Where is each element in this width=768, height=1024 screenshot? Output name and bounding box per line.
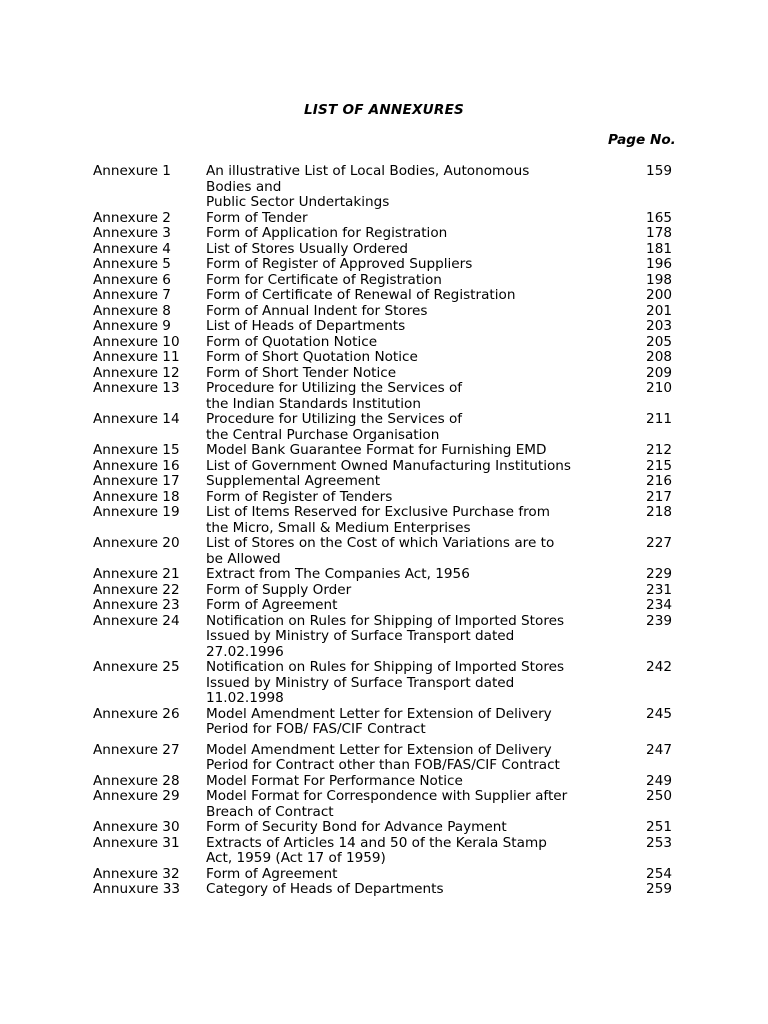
annexure-page-number: 229 [646, 566, 672, 582]
annexure-label: Annexure 27 [93, 741, 180, 758]
annexure-row [93, 304, 693, 320]
annexure-row [93, 366, 693, 382]
annexure-label: Annexure 6 [93, 271, 171, 288]
annexure-row [93, 288, 693, 304]
annexure-title: Procedure for Utilizing the Services of the Central Purchase Organisation [206, 411, 463, 443]
annexure-label: Annexure 28 [93, 772, 180, 789]
annexure-label: Annexure 9 [93, 318, 171, 334]
annexure-label: Annexure 26 [93, 705, 180, 722]
annexure-row [93, 226, 693, 242]
annexure-title: List of Stores Usually Ordered [206, 240, 409, 257]
annexure-title: Notification on Rules for Shipping of Imported Stores Issued by Ministry of Surface Transport dated 27.02.1996 [206, 612, 565, 660]
annexure-title: Form of Short Quotation Notice [206, 349, 418, 365]
annexure-label: Annexure 1 [93, 163, 171, 179]
annexure-label: Annexure 2 [93, 209, 171, 226]
annexure-title: List of Heads of Departments [206, 318, 406, 334]
annexure-row [93, 211, 693, 227]
annexure-page-number: 249 [646, 772, 672, 789]
annexure-page-number: 165 [646, 209, 672, 226]
annexure-row [93, 335, 693, 351]
annexure-page-number: 239 [646, 612, 672, 629]
annexure-row [93, 598, 693, 614]
annexure-title: Model Amendment Letter for Extension of Delivery Period for Contract other than FOB/FAS/CIF Contract [206, 741, 560, 773]
annexure-page-number: 209 [646, 364, 672, 381]
annexure-label: Annexure 30 [93, 819, 180, 835]
annexure-label: Annexure 17 [93, 473, 180, 489]
annexure-page-number: 205 [646, 333, 672, 350]
annexure-page-number: 181 [646, 240, 672, 257]
annexure-title: Form of Certificate of Renewal of Registration [206, 287, 516, 303]
annexure-row [93, 774, 693, 790]
annexure-list [93, 164, 693, 898]
annexure-row [93, 273, 693, 289]
annexure-label: Annexure 3 [93, 225, 171, 241]
annexure-label: Annexure 25 [93, 659, 180, 675]
annexure-page-number: 208 [646, 349, 672, 365]
annexure-label: Annuxure 33 [93, 881, 181, 897]
annexure-row [93, 536, 693, 567]
annexure-title: Model Amendment Letter for Extension of Delivery Period for FOB/ FAS/CIF Contract [206, 705, 552, 737]
annexure-title: Form of Tender [206, 209, 308, 226]
annexure-page-number: 231 [646, 581, 672, 598]
annexure-label: Annexure 7 [93, 287, 171, 303]
annexure-label: Annexure 8 [93, 302, 171, 319]
annexure-page-number: 210 [646, 380, 672, 396]
annexure-page-number: 203 [646, 318, 672, 334]
annexure-title: An illustrative List of Local Bodies, Autonomous Bodies and Public Sector Undertakings [206, 163, 530, 210]
annexure-page-number: 217 [646, 488, 672, 505]
annexure-label: Annexure 15 [93, 442, 180, 458]
annexure-row [93, 789, 693, 820]
annexure-label: Annexure 21 [93, 566, 180, 582]
annexure-page-number: 251 [646, 819, 672, 835]
annexure-page-number: 178 [646, 225, 672, 241]
annexure-page-number: 227 [646, 535, 672, 551]
annexure-page-number: 250 [646, 788, 672, 804]
annexure-row [93, 836, 693, 867]
annexure-row [93, 412, 693, 443]
annexure-label: Annexure 29 [93, 788, 180, 804]
annexure-title: Model Format for Correspondence with Supplier after Breach of Contract [206, 788, 568, 820]
annexure-title: List of Items Reserved for Exclusive Purchase from the Micro, Small & Medium Enterprises [206, 504, 550, 536]
annexure-label: Annexure 22 [93, 581, 180, 598]
annexure-row [93, 583, 693, 599]
annexure-title: Model Format For Performance Notice [206, 772, 463, 789]
annexure-label: Annexure 32 [93, 865, 180, 882]
annexure-title: Model Bank Guarantee Format for Furnishing EMD [206, 442, 547, 458]
annexure-label: Annexure 23 [93, 597, 180, 613]
annexure-page-number: 216 [646, 473, 672, 489]
annexure-page-number: 253 [646, 834, 672, 851]
annexure-label: Annexure 4 [93, 240, 171, 257]
annexure-row [93, 882, 693, 898]
annexure-row [93, 350, 693, 366]
annexure-label: Annexure 14 [93, 411, 180, 427]
annexure-page-number: 211 [646, 411, 672, 427]
annexure-row [93, 505, 693, 536]
annexure-label: Annexure 16 [93, 457, 180, 474]
annexure-row [93, 867, 693, 883]
annexure-title: Form of Agreement [206, 597, 338, 613]
annexure-label: Annexure 31 [93, 834, 180, 851]
annexure-page-number: 201 [646, 302, 672, 319]
page-number-column-header: Page No. [608, 132, 676, 148]
annexure-title: Supplemental Agreement [206, 473, 381, 489]
annexure-row [93, 743, 693, 774]
annexure-row [93, 820, 693, 836]
annexure-title: Form for Certificate of Registration [206, 271, 442, 288]
annexure-page-number: 218 [646, 504, 672, 520]
annexure-title: Form of Quotation Notice [206, 333, 378, 350]
annexure-label: Annexure 20 [93, 535, 180, 551]
annexure-label: Annexure 5 [93, 256, 171, 272]
annexure-page-number: 159 [646, 163, 672, 179]
annexure-page-number: 198 [646, 271, 672, 288]
annexure-title: Procedure for Utilizing the Services of the Indian Standards Institution [206, 380, 463, 412]
annexure-title: Form of Agreement [206, 865, 338, 882]
annexure-row [93, 567, 693, 583]
annexure-title: List of Government Owned Manufacturing Institutions [206, 457, 571, 474]
annexure-row [93, 164, 693, 211]
annexure-title: Form of Register of Tenders [206, 488, 393, 505]
annexure-title: Form of Short Tender Notice [206, 364, 397, 381]
annexure-label: Annexure 13 [93, 380, 180, 396]
annexure-page-number: 259 [646, 881, 672, 897]
annexure-title: Extract from The Companies Act, 1956 [206, 566, 470, 582]
annexure-label: Annexure 12 [93, 364, 180, 381]
annexure-row [93, 257, 693, 273]
annexure-row [93, 319, 693, 335]
annexure-row [93, 707, 693, 738]
annexure-page-number: 247 [646, 741, 672, 758]
annexure-label: Annexure 19 [93, 504, 180, 520]
annexure-page-number: 245 [646, 705, 672, 722]
annexure-row [93, 381, 693, 412]
annexure-title: Notification on Rules for Shipping of Imported Stores Issued by Ministry of Surface Transport dated 11.02.1998 [206, 659, 565, 706]
annexure-title: Form of Security Bond for Advance Payment [206, 819, 507, 835]
annexure-title: Form of Supply Order [206, 581, 352, 598]
annexure-page-number: 200 [646, 287, 672, 303]
annexure-page-number: 254 [646, 865, 672, 882]
annexure-row [93, 614, 693, 661]
annexure-title: Form of Register of Approved Suppliers [206, 256, 473, 272]
annexure-title: Extracts of Articles 14 and 50 of the Kerala Stamp Act, 1959 (Act 17 of 1959) [206, 834, 547, 866]
annexure-label: Annexure 24 [93, 612, 180, 629]
annexure-title: Form of Application for Registration [206, 225, 448, 241]
annexure-row [93, 490, 693, 506]
annexure-row [93, 660, 693, 707]
annexure-row [93, 443, 693, 459]
annexure-title: List of Stores on the Cost of which Variations are to be Allowed [206, 535, 555, 567]
annexure-page-number: 242 [646, 659, 672, 675]
annexure-title: Form of Annual Indent for Stores [206, 302, 428, 319]
annexure-label: Annexure 10 [93, 333, 180, 350]
annexure-row [93, 459, 693, 475]
annexure-label: Annexure 11 [93, 349, 180, 365]
annexure-page-number: 215 [646, 457, 672, 474]
document-title: LIST OF ANNEXURES [303, 102, 465, 118]
annexure-label: Annexure 18 [93, 488, 180, 505]
annexure-page-number: 212 [646, 442, 672, 458]
annexure-row [93, 242, 693, 258]
annexure-page-number: 196 [646, 256, 672, 272]
annexure-row [93, 474, 693, 490]
annexure-title: Category of Heads of Departments [206, 881, 444, 897]
annexure-page-number: 234 [646, 597, 672, 613]
